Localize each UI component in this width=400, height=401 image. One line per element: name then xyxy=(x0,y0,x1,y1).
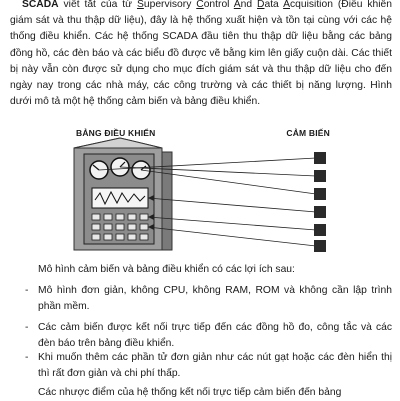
bullet-item: - Các cảm biến được kết nối trực tiếp đến các đồng hồ đo, công tắc và các đèn báo trên bảng điều khiển. xyxy=(25,322,392,349)
bullet-mark: - xyxy=(25,352,29,363)
chart-recorder-icon xyxy=(92,188,148,208)
paragraph-body: (Điều khiển giám sát và thu thập dữ liệu), đây là hệ thống xuất hiện và tồn tại cùng với các hệ thống điều khiển. Các hệ thống SCADA đầu tiên thu thập dữ liệu bằng các bảng đồng hồ, các đèn báo và các biểu đồ được vẽ bằng kim lên giấy cuộn dài. Các thiết bị này vẫn còn được sử dụng cho mục đích giám sát và thu thập dữ liệu cho đến ngày nay trong các nhà máy, các công trường và các thiết bị năng lượng. Hình dưới mô tả một hệ thống cảm biến và bảng điều khiển. xyxy=(10,0,392,108)
figure-drawing xyxy=(62,126,338,254)
term-scada: SCADA xyxy=(22,0,59,10)
sensor-label: CẢM BIẾN xyxy=(286,128,330,138)
bullet-item: - Mô hình đơn giản, không CPU, không RAM, ROM và không cần lập trình phần mềm. xyxy=(25,285,392,312)
benefits-intro: Mô hình cảm biến và bảng điều khiển có các lợi ích sau: xyxy=(38,264,295,275)
sensor-panel-figure xyxy=(62,126,338,254)
sensor-icon xyxy=(314,152,326,252)
bullet-mark: - xyxy=(25,322,29,333)
paragraph-scada-definition: SCADA viết tắt của từ Supervisory Control And Data Acquisition (Điều khiển giám sát và thu thập dữ liệu), đây là hệ thống xuất hiện và tồn tại cùng với các hệ thống điều khiển. Các hệ thống SCADA đầu tiên thu thập dữ liệu bằng các bảng đồng hồ, các đèn báo và các biểu đồ được vẽ bằng kim lên giấy cuộn dài. Các thiết bị này vẫn còn được sử dụng cho mục đích giám sát và thu thập dữ liệu cho đến ngày nay trong các nhà máy, các công trường và các thiết bị năng lượng. Hình dưới mô tả một hệ thống cảm biến và bảng điều khiển. xyxy=(10,0,392,108)
bullet-mark: - xyxy=(25,285,29,296)
panel-label: BẢNG ĐIỀU KHIỂN xyxy=(76,128,156,138)
bullet-item: - Khi muốn thêm các phần tử đơn giản như các nút gạt hoặc các đèn hiển thị thì rất đơn giản và chi phí thấp. xyxy=(25,352,392,379)
drawbacks-line: Các nhược điểm của hệ thống kết nối trực tiếp cảm biến đến bảng xyxy=(38,387,342,398)
